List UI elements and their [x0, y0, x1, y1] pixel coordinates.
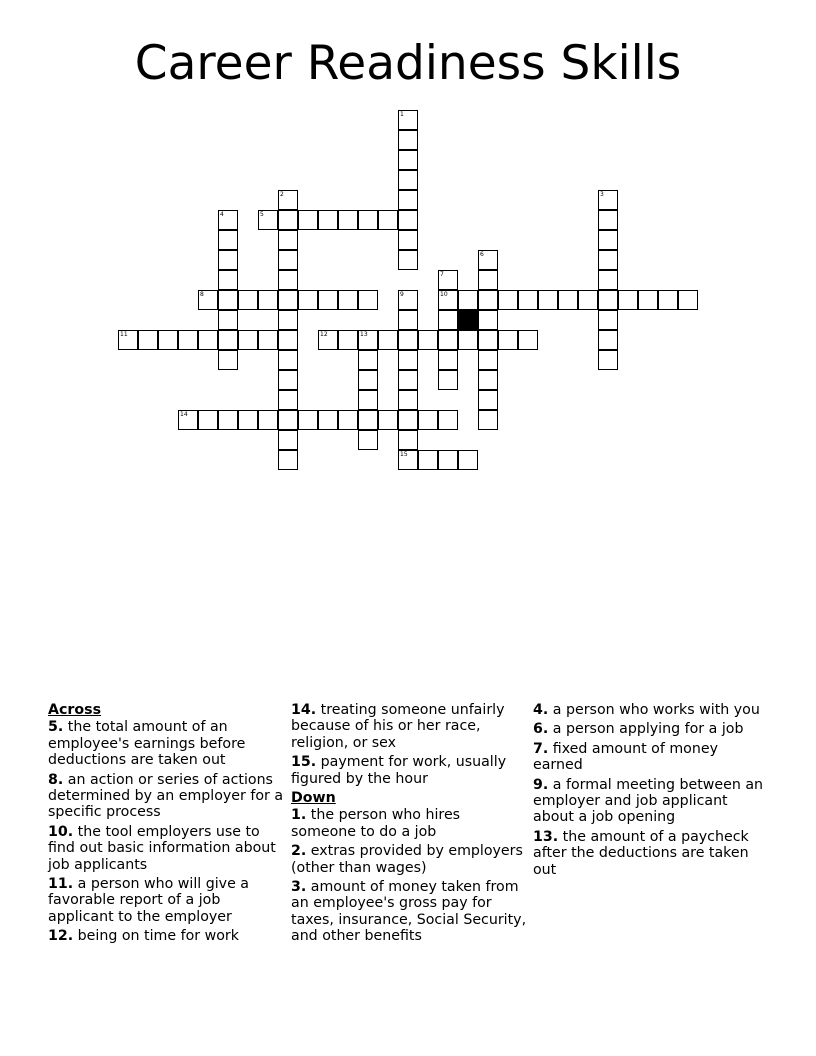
- cell-number: 6: [480, 251, 484, 258]
- grid-cell[interactable]: [278, 290, 298, 310]
- clue-item: [48, 928, 286, 944]
- cell-number: 9: [400, 291, 404, 298]
- cell-number: 3: [600, 191, 604, 198]
- clue-item: [291, 807, 529, 840]
- grid-cell[interactable]: [598, 290, 618, 310]
- clue-item: [291, 843, 529, 876]
- grid-cell[interactable]: [378, 410, 398, 430]
- grid-cell[interactable]: [578, 290, 598, 310]
- grid-cell[interactable]: [638, 290, 658, 310]
- clue-text: treating someone unfairly because of his or her race, religion, or sex: [291, 702, 505, 751]
- black-square: [458, 310, 478, 330]
- clue-item: [533, 741, 771, 774]
- cell-number: 8: [200, 291, 204, 298]
- grid-cell[interactable]: [218, 230, 238, 250]
- clue-text: the person who hires someone to do a job: [291, 807, 461, 840]
- grid-cell[interactable]: [278, 210, 298, 230]
- cell-number: 5: [260, 211, 264, 218]
- grid-cell[interactable]: [298, 290, 318, 310]
- grid-cell[interactable]: [358, 210, 378, 230]
- grid-cell[interactable]: [418, 410, 438, 430]
- grid-cell[interactable]: [478, 410, 498, 430]
- grid-cell[interactable]: [198, 330, 218, 350]
- grid-cell[interactable]: [478, 270, 498, 290]
- grid-cell[interactable]: [398, 430, 418, 450]
- grid-cell[interactable]: [418, 330, 438, 350]
- grid-cell[interactable]: [378, 330, 398, 350]
- grid-cell[interactable]: [478, 390, 498, 410]
- grid-cell[interactable]: [298, 210, 318, 230]
- grid-cell[interactable]: [338, 290, 358, 310]
- clue-number: 5.: [48, 719, 64, 736]
- grid-cell[interactable]: [238, 410, 258, 430]
- cell-number: 1: [400, 111, 404, 118]
- grid-cell[interactable]: [398, 150, 418, 170]
- grid-cell[interactable]: [538, 290, 558, 310]
- grid-cell[interactable]: [518, 290, 538, 310]
- grid-cell[interactable]: [498, 330, 518, 350]
- grid-cell[interactable]: [218, 410, 238, 430]
- grid-cell[interactable]: [398, 390, 418, 410]
- clue-text: a person applying for a job: [552, 721, 744, 738]
- clue-item: [533, 721, 771, 737]
- grid-cell[interactable]: [398, 330, 418, 350]
- clue-item: [48, 772, 286, 821]
- clue-number: 6.: [533, 721, 549, 738]
- cell-number: 14: [180, 411, 188, 418]
- grid-cell[interactable]: [278, 270, 298, 290]
- clue-text: fixed amount of money earned: [533, 740, 718, 774]
- crossword-grid: [0, 0, 816, 480]
- clue-number: 3.: [291, 879, 307, 896]
- grid-cell[interactable]: [278, 230, 298, 250]
- grid-cell[interactable]: [598, 350, 618, 370]
- grid-cell[interactable]: [598, 330, 618, 350]
- clue-item: [291, 754, 529, 787]
- grid-cell[interactable]: [458, 330, 478, 350]
- grid-cell[interactable]: [438, 410, 458, 430]
- grid-cell[interactable]: [278, 430, 298, 450]
- clue-text: extras provided by employers (other than wages): [291, 843, 523, 876]
- clue-item: [291, 879, 529, 945]
- grid-cell[interactable]: [398, 190, 418, 210]
- grid-cell[interactable]: [598, 230, 618, 250]
- grid-cell[interactable]: [278, 370, 298, 390]
- clue-item: [533, 702, 771, 718]
- clue-column-2: [291, 702, 529, 948]
- grid-cell[interactable]: [198, 410, 218, 430]
- grid-cell[interactable]: [278, 250, 298, 270]
- grid-cell[interactable]: [218, 350, 238, 370]
- clue-text: an action or series of actions determined by an employer for a specific process: [48, 771, 284, 821]
- grid-cell[interactable]: [398, 170, 418, 190]
- grid-cell[interactable]: [478, 370, 498, 390]
- grid-cell[interactable]: [278, 310, 298, 330]
- clue-text: amount of money taken from an employee's gross pay for taxes, insurance, Social Security, and other benefits: [291, 879, 527, 945]
- grid-cell[interactable]: [478, 330, 498, 350]
- grid-cell[interactable]: [218, 310, 238, 330]
- grid-cell[interactable]: [278, 410, 298, 430]
- clue-text: a formal meeting between an employer and job applicant about a job opening: [533, 776, 764, 826]
- grid-cell[interactable]: [398, 370, 418, 390]
- clue-column-3: [533, 702, 771, 881]
- clue-number: 12.: [48, 928, 74, 945]
- cell-number: 7: [440, 271, 444, 278]
- grid-cell[interactable]: [478, 350, 498, 370]
- grid-cell[interactable]: [438, 370, 458, 390]
- grid-cell[interactable]: [238, 290, 258, 310]
- grid-cell[interactable]: [318, 410, 338, 430]
- clue-number: 14.: [291, 702, 317, 718]
- grid-cell[interactable]: [518, 330, 538, 350]
- clue-item: [48, 824, 286, 873]
- clue-number: 7.: [533, 740, 549, 757]
- grid-cell[interactable]: [498, 290, 518, 310]
- down-heading: Down: [291, 790, 336, 807]
- grid-cell[interactable]: [658, 290, 678, 310]
- grid-cell[interactable]: [218, 330, 238, 350]
- grid-cell[interactable]: [318, 210, 338, 230]
- grid-cell[interactable]: [258, 410, 278, 430]
- grid-cell[interactable]: [398, 230, 418, 250]
- clue-number: 9.: [533, 776, 549, 793]
- clue-text: the total amount of an employee's earnings before deductions are taken out: [48, 719, 246, 769]
- grid-cell[interactable]: [138, 330, 158, 350]
- page-title: Career Readiness Skills: [134, 36, 682, 91]
- grid-cell[interactable]: [358, 430, 378, 450]
- clue-column-1: [48, 702, 286, 948]
- grid-cell[interactable]: [438, 330, 458, 350]
- clue-text: the tool employers use to find out basic information about job applicants: [48, 823, 276, 873]
- clue-number: 1.: [291, 807, 307, 824]
- cell-number: 13: [360, 331, 368, 338]
- grid-cell[interactable]: [318, 290, 338, 310]
- grid-cell[interactable]: [398, 210, 418, 230]
- clue-item: [291, 702, 529, 751]
- grid-cell[interactable]: [438, 310, 458, 330]
- grid-cell[interactable]: [338, 330, 358, 350]
- grid-cell[interactable]: [358, 370, 378, 390]
- grid-cell[interactable]: [358, 290, 378, 310]
- grid-cell[interactable]: [398, 130, 418, 150]
- grid-cell[interactable]: [598, 270, 618, 290]
- clue-number: 4.: [533, 702, 549, 718]
- cell-number: 2: [280, 191, 284, 198]
- grid-cell[interactable]: [258, 290, 278, 310]
- across-heading: Across: [48, 702, 102, 718]
- grid-cell[interactable]: [218, 270, 238, 290]
- grid-cell[interactable]: [398, 350, 418, 370]
- cell-number: 12: [320, 331, 328, 338]
- cell-number: 11: [120, 331, 128, 338]
- grid-cell[interactable]: [478, 310, 498, 330]
- grid-cell[interactable]: [558, 290, 578, 310]
- grid-cell[interactable]: [598, 250, 618, 270]
- grid-cell[interactable]: [398, 250, 418, 270]
- grid-cell[interactable]: [398, 410, 418, 430]
- grid-cell[interactable]: [218, 250, 238, 270]
- grid-cell[interactable]: [598, 310, 618, 330]
- clue-text: a person who will give a favorable report of a job applicant to the employer: [48, 876, 250, 925]
- grid-cell[interactable]: [338, 210, 358, 230]
- grid-cell[interactable]: [338, 410, 358, 430]
- grid-cell[interactable]: [678, 290, 698, 310]
- grid-cell[interactable]: [358, 350, 378, 370]
- clue-text: payment for work, usually figured by the hour: [291, 754, 507, 787]
- grid-cell[interactable]: [458, 290, 478, 310]
- grid-cell[interactable]: [278, 330, 298, 350]
- clue-number: 8.: [48, 771, 64, 788]
- clue-text: a person who works with you: [552, 702, 760, 718]
- grid-cell[interactable]: [418, 450, 438, 470]
- clue-item: [533, 777, 771, 826]
- grid-cell[interactable]: [358, 390, 378, 410]
- grid-cell[interactable]: [178, 330, 198, 350]
- grid-cell[interactable]: [158, 330, 178, 350]
- cell-number: 10: [440, 291, 448, 298]
- clue-item: [533, 829, 771, 878]
- clue-item: [48, 719, 286, 768]
- cell-number: 15: [400, 451, 408, 458]
- grid-cell[interactable]: [398, 310, 418, 330]
- grid-cell[interactable]: [278, 450, 298, 470]
- clue-number: 13.: [533, 828, 559, 845]
- cell-number: 4: [220, 211, 224, 218]
- grid-cell[interactable]: [438, 450, 458, 470]
- clue-text: being on time for work: [77, 928, 239, 945]
- grid-cell[interactable]: [238, 330, 258, 350]
- grid-cell[interactable]: [438, 350, 458, 370]
- grid-cell[interactable]: [478, 290, 498, 310]
- clue-item: [48, 876, 286, 925]
- clue-text: the amount of a paycheck after the deductions are taken out: [533, 828, 749, 878]
- grid-cell[interactable]: [378, 210, 398, 230]
- grid-cell[interactable]: [458, 450, 478, 470]
- grid-cell[interactable]: [218, 290, 238, 310]
- grid-cell[interactable]: [358, 410, 378, 430]
- clue-number: 10.: [48, 823, 74, 840]
- grid-cell[interactable]: [618, 290, 638, 310]
- grid-cell[interactable]: [278, 350, 298, 370]
- grid-cell[interactable]: [298, 410, 318, 430]
- clue-number: 11.: [48, 876, 74, 893]
- grid-cell[interactable]: [278, 390, 298, 410]
- grid-cell[interactable]: [598, 210, 618, 230]
- grid-cell[interactable]: [258, 330, 278, 350]
- clue-number: 15.: [291, 754, 317, 771]
- clue-number: 2.: [291, 843, 307, 860]
